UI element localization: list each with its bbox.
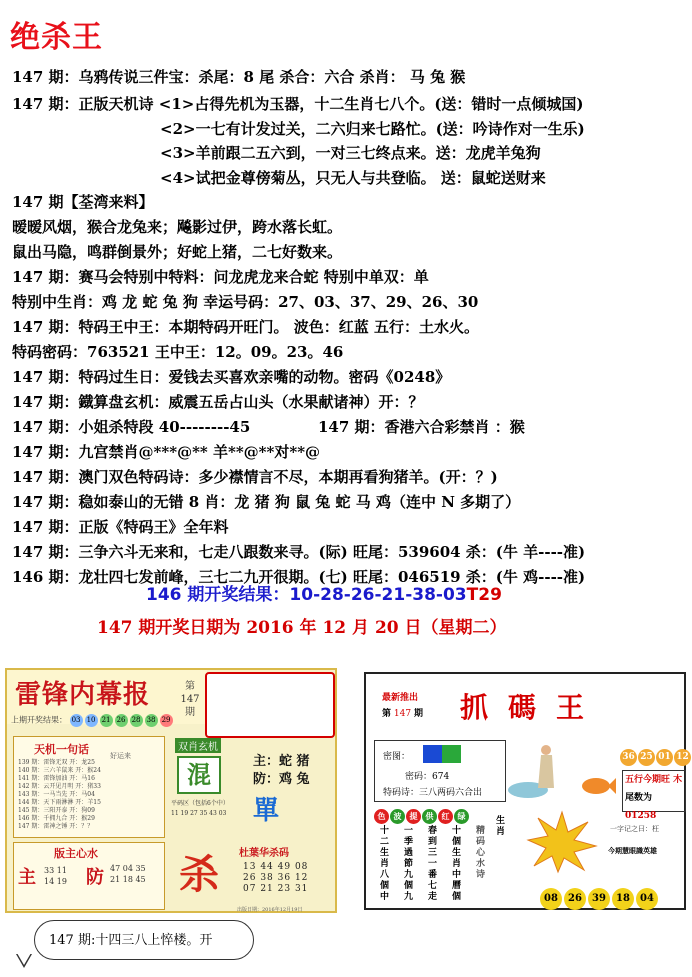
text-line: 147 期：赛马会特别中特料：问龙虎龙来合蛇 特别中单双：单 bbox=[12, 268, 429, 286]
poem-column: 十二生肖八個中 bbox=[380, 826, 390, 902]
text-line: 147 期：特码过生日：爱钱去买喜欢亲嘴的动物。密码《0248》 bbox=[12, 368, 451, 386]
rp-period bbox=[382, 706, 423, 719]
yellow-ball: 39 bbox=[588, 888, 610, 910]
text-line: 147 期：澳门双色特码诗：多少襟情言不尽，本期再看狗猪羊。(开：？) bbox=[12, 468, 498, 486]
tianji-row: 145 期：三阳开泰 开：狗09 bbox=[18, 807, 95, 814]
text-line: 鼠出马隐，鸣群倒景外；好蛇上猪，二七好数来。 bbox=[12, 243, 343, 261]
text-line: <2>一七有计发过关，二六归来七路忙。(送：吟诗作对一生乐) bbox=[160, 120, 585, 138]
period-number: 147 bbox=[180, 694, 200, 705]
rp-period-suffix: 期 bbox=[413, 709, 423, 719]
text-line: 147 期：正版天机诗 <1>占得先机为玉器，十二生肖七八个。(送：错时一点倾城国) bbox=[12, 95, 584, 113]
zhuamawang-panel bbox=[364, 672, 689, 910]
text-line: <4>试把金尊傍菊丛，只无人与共登临。 送：鼠蛇送财来 bbox=[160, 169, 546, 187]
yellow-ball: 26 bbox=[564, 888, 586, 910]
yellow-ball: 18 bbox=[612, 888, 634, 910]
rp-bottom-balls bbox=[540, 886, 660, 910]
leifeng-period bbox=[179, 680, 201, 719]
result-ball: 29 bbox=[160, 714, 173, 727]
tianji-row: 146 期：千拥九合 开：猴29 bbox=[18, 815, 95, 822]
tianji-row: 140 期：三六羊鼠来 开：猴24 bbox=[18, 767, 101, 774]
tianji-row: 144 期：天下雨淋淋 开：羊15 bbox=[18, 799, 101, 806]
editor-main-numbers: 33 11 14 19 bbox=[44, 866, 67, 886]
speech-bubble bbox=[34, 920, 254, 960]
period-unit: 期 bbox=[185, 707, 195, 718]
double-zodiac-box bbox=[167, 736, 237, 836]
editor-pick-caption: 版主心水 bbox=[54, 847, 98, 860]
starburst-icon bbox=[528, 812, 596, 872]
color-strip bbox=[374, 804, 470, 824]
secret-map-label: 密图： bbox=[383, 752, 411, 762]
tianji-caption: 天机一句话 bbox=[34, 743, 89, 756]
strip-char: 色 bbox=[374, 809, 389, 824]
draw-result-label: 146 期开奖结果： bbox=[146, 585, 290, 605]
strip-char: 波 bbox=[390, 809, 405, 824]
leifeng-newspaper bbox=[5, 668, 337, 913]
tianji-rows bbox=[18, 759, 101, 831]
secret-code: 密码：674 bbox=[405, 772, 450, 782]
fish-icon bbox=[576, 764, 616, 804]
poem-column: 精码心水诗 bbox=[476, 826, 486, 880]
zhuamawang-header bbox=[366, 674, 684, 734]
editor-guard-label: 防 bbox=[86, 867, 104, 888]
double-zodiac-caption: 双肖玄机 bbox=[175, 738, 221, 753]
eye-slogan: 今期慧眼識英雄 bbox=[608, 846, 657, 855]
orange-ball: 25 bbox=[638, 749, 655, 766]
yellow-ball: 08 bbox=[540, 888, 562, 910]
draw-result-special: T29 bbox=[466, 585, 502, 605]
tianji-row: 139 期：雷锋无双 开：龙25 bbox=[18, 759, 95, 766]
kill-char: 杀 bbox=[179, 851, 219, 898]
flat-code-label: 平码区（包括6个中） bbox=[171, 800, 229, 807]
speech-bubble-text: 147 期:十四三八上悴楼。开 bbox=[49, 933, 213, 948]
secret-map-logo bbox=[423, 745, 461, 763]
tianji-row: 142 期：云开见月明 开：猪33 bbox=[18, 783, 101, 790]
wuxing-box bbox=[622, 770, 686, 821]
kill-codes-box bbox=[233, 842, 335, 908]
text-line: 147 期：香港六合彩禁肖 ：猴 bbox=[318, 418, 525, 436]
rp-period-prefix: 第 bbox=[382, 709, 392, 719]
rp-top-balls bbox=[620, 744, 692, 766]
wuxing-label: 五行今期旺 木 bbox=[625, 775, 683, 785]
poem-column: 一季過節九個九 bbox=[404, 826, 414, 902]
zodiac-label: 生肖 bbox=[496, 816, 506, 837]
text-line: 147 期：小姐杀特段 40--------45 bbox=[12, 418, 251, 436]
tianji-row: 143 期：一马当先 开：马04 bbox=[18, 791, 95, 798]
guard-zodiac: 防：鸡 兔 bbox=[253, 772, 310, 787]
flat-code-numbers: 11 19 27 35 43 03 bbox=[171, 810, 227, 817]
result-ball: 38 bbox=[145, 714, 158, 727]
text-line: 147 期：鐡算盘玄机：威震五岳占山头（水果献诸神）开：？ bbox=[12, 393, 424, 411]
secret-map-box bbox=[374, 740, 506, 802]
editor-guard-numbers: 47 04 35 21 18 45 bbox=[110, 864, 146, 884]
text-line: 147 期：正版《特码王》全年料 bbox=[12, 518, 229, 536]
orange-ball: 12 bbox=[674, 749, 691, 766]
tianji-row: 147 期：雷神之锤 开：？？ bbox=[18, 823, 94, 830]
editor-pick-box bbox=[13, 842, 165, 910]
result-ball: 10 bbox=[85, 714, 98, 727]
result-ball: 03 bbox=[70, 714, 83, 727]
main-zodiac: 主：蛇 猪 bbox=[253, 754, 310, 769]
tianji-row: 141 期：雷锋加油 开：马16 bbox=[18, 775, 95, 782]
bubble-tail-inner bbox=[17, 953, 31, 965]
poem-column: 春到三一番七走 bbox=[428, 826, 438, 902]
text-line: 暧暧风烟，猴合龙兔来；飚影过伊，跨水落长虹。 bbox=[12, 218, 343, 236]
text-line: 147 期：九宫禁肖@***@** 羊**@**对**@ bbox=[12, 443, 321, 461]
last-result-balls bbox=[11, 714, 175, 727]
leifeng-title: 雷锋内幕报 bbox=[15, 680, 151, 710]
result-ball: 26 bbox=[115, 714, 128, 727]
tail-row bbox=[625, 789, 685, 825]
text-line: 特别中生肖：鸡 龙 蛇 兔 狗 幸运号码：27、03、37、29、26、30 bbox=[12, 293, 479, 311]
period-label: 第 bbox=[185, 681, 195, 692]
text-line: 147 期：特码王中王：本期特码开旺门。 波色：红蓝 五行：土水火。 bbox=[12, 318, 479, 336]
text-line: 147 期：乌鸦传说三件宝：杀尾：8 尾 杀合：六合 杀肖： 马 兔 猴 bbox=[12, 68, 466, 86]
publish-date: 出版日期：2016年12月19日 bbox=[237, 907, 303, 913]
text-line: 146 期：龙壮四七发前峰，三七二九开很期。(七) 旺尾：046519 杀：(牛 鸡----准) bbox=[12, 568, 586, 586]
double-zodiac-char: 混 bbox=[177, 756, 221, 794]
main-zodiac-box bbox=[243, 736, 335, 836]
yellow-ball: 04 bbox=[636, 888, 658, 910]
one-word-hint: 一字记之曰：枉 bbox=[610, 825, 659, 833]
poem-column: 十個生肖中曆個 bbox=[452, 826, 462, 902]
zhuamawang-title: 抓碼王 bbox=[460, 691, 605, 724]
draw-result-numbers: 10-28-26-21-38-03 bbox=[289, 585, 467, 605]
strip-char: 提 bbox=[406, 809, 421, 824]
text-line: 147 期【荃湾来料】 bbox=[12, 193, 154, 211]
kill-codes: 13 44 49 08 26 38 36 12 07 21 23 31 bbox=[243, 862, 309, 894]
tail-number: 01258 bbox=[625, 811, 657, 821]
result-ball: 28 bbox=[130, 714, 143, 727]
tianji-box bbox=[13, 736, 165, 838]
special-poem: 特码诗：三八两码六合出 bbox=[383, 788, 483, 798]
strip-char: 绿 bbox=[454, 809, 469, 824]
tianji-sub: 好运来 bbox=[110, 752, 131, 760]
orange-ball: 36 bbox=[620, 749, 637, 766]
odd-char: 單 bbox=[253, 796, 280, 826]
text-line: <3>羊前跟二五六到，一对三七终点来。送：龙虎羊兔狗 bbox=[160, 144, 541, 162]
rp-period-number: 147 bbox=[393, 709, 412, 719]
text-line: 147 期：稳如泰山的无错 8 肖：龙 猪 狗 鼠 兔 蛇 马 鸡（连中 N 多期了） bbox=[12, 493, 521, 511]
red-blank-box bbox=[205, 672, 335, 738]
strip-char: 红 bbox=[438, 809, 453, 824]
new-label: 最新推出 bbox=[382, 693, 419, 703]
editor-main-label: 主 bbox=[18, 867, 36, 888]
draw-date: 147 期开奖日期为 2016 年 12 月 20 日（星期二） bbox=[97, 618, 507, 638]
draw-result bbox=[146, 580, 502, 605]
strip-char: 供 bbox=[422, 809, 437, 824]
text-line: 147 期：三争六斗无来和，七走八跟数来寻。(际) 旺尾：539604 杀：(牛 羊----准) bbox=[12, 543, 586, 561]
result-ball: 21 bbox=[100, 714, 113, 727]
sage-figure-icon bbox=[508, 740, 562, 800]
tail-label: 尾数为 bbox=[625, 793, 653, 803]
page-title: 绝杀王 bbox=[10, 20, 103, 55]
kill-codes-caption: 杜葉华杀码 bbox=[239, 848, 289, 859]
text-line: 特码密码：763521 王中王：12。09。23。46 bbox=[12, 343, 344, 361]
orange-ball: 01 bbox=[656, 749, 673, 766]
balls-label: 上期开奖结果： bbox=[11, 715, 67, 725]
